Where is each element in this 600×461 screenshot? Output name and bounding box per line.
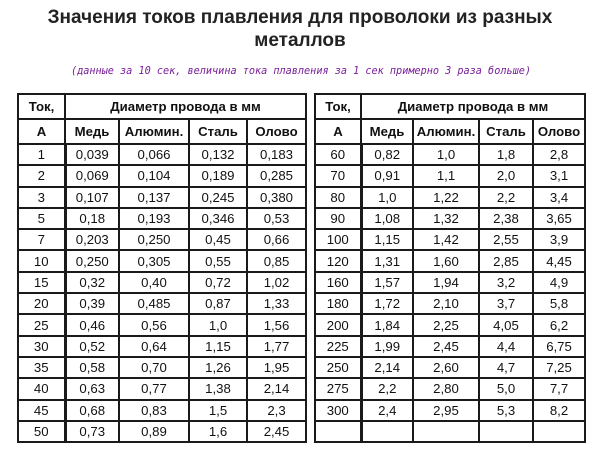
current-cell: 250 [315, 357, 361, 378]
tin-cell: 1,33 [247, 293, 306, 314]
current-cell: 15 [18, 272, 65, 293]
steel-cell: 0,189 [189, 165, 247, 186]
table-row [18, 357, 306, 378]
copper-cell: 0,82 [361, 144, 413, 165]
aluminum-cell: 0,70 [119, 357, 189, 378]
steel-cell: 2,85 [479, 250, 533, 271]
table-row [315, 421, 585, 442]
tin-cell: 0,285 [247, 165, 306, 186]
table-row [315, 208, 585, 229]
current-cell: 300 [315, 400, 361, 421]
steel-cell: 4,7 [479, 357, 533, 378]
current-unit-header: А [18, 119, 65, 144]
aluminum-cell: 2,10 [413, 293, 479, 314]
tin-cell: 6,2 [533, 314, 585, 335]
current-cell: 70 [315, 165, 361, 186]
steel-cell [479, 421, 533, 442]
tin-cell: 1,95 [247, 357, 306, 378]
fuse-table-left [17, 93, 307, 443]
steel-cell: 0,245 [189, 187, 247, 208]
steel-cell: 0,55 [189, 250, 247, 271]
current-cell: 10 [18, 250, 65, 271]
aluminum-cell: 0,193 [119, 208, 189, 229]
page-title [0, 6, 600, 52]
aluminum-cell: 0,40 [119, 272, 189, 293]
table-row [315, 165, 585, 186]
steel-cell: 1,6 [189, 421, 247, 442]
copper-cell: 1,0 [361, 187, 413, 208]
aluminum-cell: 0,485 [119, 293, 189, 314]
table-row [18, 165, 306, 186]
steel-cell: 1,26 [189, 357, 247, 378]
current-cell: 5 [18, 208, 65, 229]
steel-cell: 2,38 [479, 208, 533, 229]
steel-cell: 1,5 [189, 400, 247, 421]
table-row [18, 400, 306, 421]
current-cell: 200 [315, 314, 361, 335]
steel-cell: 4,4 [479, 336, 533, 357]
copper-cell: 0,63 [65, 378, 119, 399]
tin-cell: 2,8 [533, 144, 585, 165]
col-header-aluminum: Алюмин. [413, 119, 479, 144]
steel-cell: 0,132 [189, 144, 247, 165]
aluminum-cell: 0,89 [119, 421, 189, 442]
table-row [18, 293, 306, 314]
current-cell: 90 [315, 208, 361, 229]
aluminum-cell: 1,32 [413, 208, 479, 229]
table-row [18, 272, 306, 293]
copper-cell: 1,57 [361, 272, 413, 293]
aluminum-cell: 1,1 [413, 165, 479, 186]
copper-cell: 0,250 [65, 250, 119, 271]
steel-cell: 1,8 [479, 144, 533, 165]
title-line-2: металлов [254, 30, 346, 51]
table-row [315, 336, 585, 357]
table-row [315, 272, 585, 293]
current-cell: 45 [18, 400, 65, 421]
tin-cell: 5,8 [533, 293, 585, 314]
header-row-1 [18, 94, 306, 119]
copper-cell [361, 421, 413, 442]
current-cell: 3 [18, 187, 65, 208]
copper-cell: 0,039 [65, 144, 119, 165]
copper-cell: 0,203 [65, 229, 119, 250]
current-cell: 35 [18, 357, 65, 378]
table-row [18, 187, 306, 208]
table-row [315, 314, 585, 335]
aluminum-cell [413, 421, 479, 442]
copper-cell: 0,069 [65, 165, 119, 186]
steel-cell: 1,38 [189, 378, 247, 399]
diameter-header: Диаметр провода в мм [65, 94, 306, 119]
current-cell: 2 [18, 165, 65, 186]
copper-cell: 1,84 [361, 314, 413, 335]
steel-cell: 1,0 [189, 314, 247, 335]
tin-cell: 7,25 [533, 357, 585, 378]
aluminum-cell: 2,45 [413, 336, 479, 357]
tin-cell: 3,65 [533, 208, 585, 229]
steel-cell: 3,2 [479, 272, 533, 293]
copper-cell: 1,31 [361, 250, 413, 271]
current-cell [315, 421, 361, 442]
tin-cell: 3,4 [533, 187, 585, 208]
aluminum-cell: 0,104 [119, 165, 189, 186]
copper-cell: 1,15 [361, 229, 413, 250]
copper-cell: 0,107 [65, 187, 119, 208]
tin-cell: 1,77 [247, 336, 306, 357]
current-cell: 225 [315, 336, 361, 357]
current-cell: 80 [315, 187, 361, 208]
current-cell: 40 [18, 378, 65, 399]
tin-cell: 0,183 [247, 144, 306, 165]
table-row [18, 250, 306, 271]
aluminum-cell: 0,64 [119, 336, 189, 357]
table-row [18, 314, 306, 335]
aluminum-cell: 0,250 [119, 229, 189, 250]
table-row [315, 293, 585, 314]
copper-cell: 2,4 [361, 400, 413, 421]
table-row [18, 421, 306, 442]
fuse-table-right [314, 93, 586, 443]
current-cell: 60 [315, 144, 361, 165]
current-cell: 7 [18, 229, 65, 250]
table-row [18, 378, 306, 399]
table-row [315, 357, 585, 378]
steel-cell: 3,7 [479, 293, 533, 314]
copper-cell: 0,73 [65, 421, 119, 442]
title-line-1: Значения токов плавления для проволоки из разных [47, 7, 553, 28]
current-header: Ток, [315, 94, 361, 119]
current-cell: 180 [315, 293, 361, 314]
tin-cell: 7,7 [533, 378, 585, 399]
tin-cell: 0,66 [247, 229, 306, 250]
tin-cell: 2,45 [247, 421, 306, 442]
current-cell: 30 [18, 336, 65, 357]
col-header-steel: Сталь [479, 119, 533, 144]
col-header-aluminum: Алюмин. [119, 119, 189, 144]
current-cell: 120 [315, 250, 361, 271]
aluminum-cell: 1,60 [413, 250, 479, 271]
copper-cell: 0,46 [65, 314, 119, 335]
table-row [18, 336, 306, 357]
aluminum-cell: 0,56 [119, 314, 189, 335]
copper-cell: 0,52 [65, 336, 119, 357]
steel-cell: 0,87 [189, 293, 247, 314]
aluminum-cell: 0,137 [119, 187, 189, 208]
steel-cell: 0,346 [189, 208, 247, 229]
tin-cell: 0,85 [247, 250, 306, 271]
table-row [315, 250, 585, 271]
copper-cell: 0,18 [65, 208, 119, 229]
table-row [315, 187, 585, 208]
col-header-copper: Медь [361, 119, 413, 144]
aluminum-cell: 2,25 [413, 314, 479, 335]
current-cell: 20 [18, 293, 65, 314]
aluminum-cell: 0,066 [119, 144, 189, 165]
copper-cell: 2,14 [361, 357, 413, 378]
tin-cell: 4,9 [533, 272, 585, 293]
steel-cell: 4,05 [479, 314, 533, 335]
steel-cell: 2,2 [479, 187, 533, 208]
col-header-tin: Олово [533, 119, 585, 144]
steel-cell: 0,72 [189, 272, 247, 293]
copper-cell: 0,32 [65, 272, 119, 293]
aluminum-cell: 1,22 [413, 187, 479, 208]
copper-cell: 0,58 [65, 357, 119, 378]
tin-cell: 2,14 [247, 378, 306, 399]
current-cell: 100 [315, 229, 361, 250]
current-cell: 160 [315, 272, 361, 293]
tin-cell: 8,2 [533, 400, 585, 421]
copper-cell: 2,2 [361, 378, 413, 399]
steel-cell: 5,3 [479, 400, 533, 421]
aluminum-cell: 1,0 [413, 144, 479, 165]
copper-cell: 0,39 [65, 293, 119, 314]
aluminum-cell: 2,80 [413, 378, 479, 399]
aluminum-cell: 0,305 [119, 250, 189, 271]
current-header: Ток, [18, 94, 65, 119]
table-row [315, 144, 585, 165]
header-row-2 [18, 119, 306, 144]
tin-cell: 3,1 [533, 165, 585, 186]
steel-cell: 2,0 [479, 165, 533, 186]
diameter-header: Диаметр провода в мм [361, 94, 585, 119]
steel-cell: 2,55 [479, 229, 533, 250]
copper-cell: 0,68 [65, 400, 119, 421]
table-row [315, 229, 585, 250]
steel-cell: 5,0 [479, 378, 533, 399]
copper-cell: 0,91 [361, 165, 413, 186]
current-cell: 275 [315, 378, 361, 399]
copper-cell: 1,99 [361, 336, 413, 357]
table-row [18, 208, 306, 229]
table-row [18, 229, 306, 250]
steel-cell: 0,45 [189, 229, 247, 250]
tin-cell [533, 421, 585, 442]
copper-cell: 1,08 [361, 208, 413, 229]
header-row-2 [315, 119, 585, 144]
tin-cell: 6,75 [533, 336, 585, 357]
col-header-copper: Медь [65, 119, 119, 144]
tin-cell: 0,53 [247, 208, 306, 229]
tin-cell: 1,56 [247, 314, 306, 335]
col-header-tin: Олово [247, 119, 306, 144]
table-row [315, 400, 585, 421]
table-note: (данные за 10 сек, величина тока плавления за 1 сек примерно 3 раза больше) [70, 66, 531, 77]
aluminum-cell: 2,60 [413, 357, 479, 378]
tin-cell: 2,3 [247, 400, 306, 421]
tin-cell: 0,380 [247, 187, 306, 208]
current-cell: 25 [18, 314, 65, 335]
table-row [18, 144, 306, 165]
aluminum-cell: 1,94 [413, 272, 479, 293]
tin-cell: 3,9 [533, 229, 585, 250]
table-row [315, 378, 585, 399]
aluminum-cell: 0,77 [119, 378, 189, 399]
tin-cell: 4,45 [533, 250, 585, 271]
aluminum-cell: 0,83 [119, 400, 189, 421]
tin-cell: 1,02 [247, 272, 306, 293]
header-row-1 [315, 94, 585, 119]
col-header-steel: Сталь [189, 119, 247, 144]
aluminum-cell: 1,42 [413, 229, 479, 250]
steel-cell: 1,15 [189, 336, 247, 357]
copper-cell: 1,72 [361, 293, 413, 314]
aluminum-cell: 2,95 [413, 400, 479, 421]
current-cell: 50 [18, 421, 65, 442]
current-cell: 1 [18, 144, 65, 165]
current-unit-header: А [315, 119, 361, 144]
